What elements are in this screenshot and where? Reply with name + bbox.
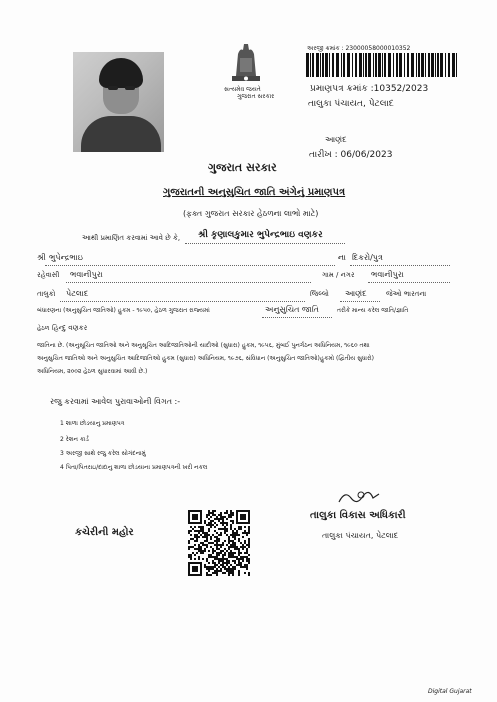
label-taluka: તાલુકો (37, 290, 56, 298)
applicant-name: શ્રી કૃણાલકુમાર ભુપેન્દ્રભાઇ વણકર (198, 230, 323, 240)
officer-title: તાલુકા વિકાસ અધિકારી (310, 510, 406, 521)
label-resident: રહેવાસી (37, 271, 60, 279)
document-item: 1 શાળા છોડયાનુ પ્રમાણપત્ર (60, 420, 125, 427)
legal-paragraph-line-2: અનુસુચિત જાતિઓ અને અનુસુચિત આદિજાતિઓ હુકમ (સુધારા) અધિનિયમ, ૧૯૭૬, સંવિધાન (અનુસુચિત જાતિઓ)હુકમો (દ્વિતીય સુધારો) (37, 355, 374, 362)
state-text: જેઓ ભારતના (386, 290, 427, 298)
officer-office: તાલુકા પંચાયત, પેટલાદ (322, 531, 399, 540)
qr-code (188, 510, 250, 576)
emblem-caption: સત્યમેવ જયતે (224, 86, 261, 93)
prefix-shri: શ્રી (37, 253, 46, 262)
intro-text: આથી પ્રમાણિત કરવામાં આવે છે કે, (82, 234, 181, 242)
caste: હિન્દુ વણકર (52, 324, 88, 332)
taluka: પેટલાદ (66, 289, 89, 298)
officer-signature (335, 486, 385, 508)
application-number: અરજી ક્રમાંક : 23000058000010352 (307, 45, 411, 52)
label-village: ગામ / નગર (322, 271, 355, 279)
caste-prefix: હેઠળ (37, 325, 50, 332)
issue-date: તારીખ : 06/06/2023 (309, 150, 393, 160)
applicant-photo (73, 52, 164, 152)
legal-paragraph-line-1: જાતિના છે. (અનુસૂચિત જાતિઓ અને અનુસૂચિત આદિજાતિઓની યાદીઓ (સુધારા) હુકમ, ૧૯૫૬, મુંબઈ પુનર્ગઠન અધિનિયમ, ૧૯૬૦ તથા (37, 342, 370, 349)
son-of: દિકરો/પુત્ર (352, 253, 383, 262)
resident-village: ભવાનીપુરા (70, 270, 103, 279)
constitution-text: બંધારણના (અનુસુચિત જાતિઓ) હુકમ - ૧૯૫૦, હેઠળ ગુજરાત રાજ્યમાં (37, 307, 210, 314)
office-seal-label: કચેરીની મહોર (75, 527, 134, 538)
label-na: ના (338, 253, 346, 262)
government-title: ગુજરાત સરકાર (208, 161, 277, 174)
barcode (306, 53, 460, 77)
document-item: 4 પિતા/પિતરાઇ/દાદાનુ શાળા છોડયાના પ્રમાણપત્રની ખરી નકલ (60, 464, 208, 471)
document-item: 3 અરજી સાથે રજુ કરેલ સોગંદનામું (60, 450, 146, 457)
issuing-office: તાલુકા પંચાયત, પેટલાદ (308, 99, 394, 109)
legal-paragraph-line-3: અધિનિયમ, ૨૦૦૨ હેઠળ સુધારવામાં આવી છે.) (37, 368, 148, 375)
father-name: ભુપેન્દ્રભાઇ (49, 253, 83, 262)
certificate-number: પ્રમાણપત્ર ક્રમાંક :10352/2023 (310, 84, 429, 94)
document-item: 2 રેશન કાર્ડ (60, 436, 89, 443)
category: અનુસુચિત જાતિ (265, 305, 319, 314)
label-district: જિલ્લો (310, 290, 329, 298)
category-suffix: તરીકે માન્ય કરેલ જાતિ/જ્ઞાતિ (337, 307, 409, 314)
district: આણંદ (345, 289, 367, 298)
issue-place: આણંદ (325, 135, 347, 144)
certificate-title: ગુજરાતની અનુસુચિત જાતિ અંગેનું પ્રમાણપત્ર (163, 187, 346, 198)
certificate-note: (ફક્ત ગુજરાત સરકાર હેઠળના લાભો માટે) (183, 209, 319, 218)
documents-heading: રજુ કરવામાં આવેલ પુરાવાઓની વિગત :- (50, 397, 181, 406)
emblem-subcaption: ગુજરાત સરકાર (237, 93, 275, 100)
watermark: Digital Gujarat (428, 688, 472, 695)
village: ભવાનીપુરા (371, 270, 404, 279)
